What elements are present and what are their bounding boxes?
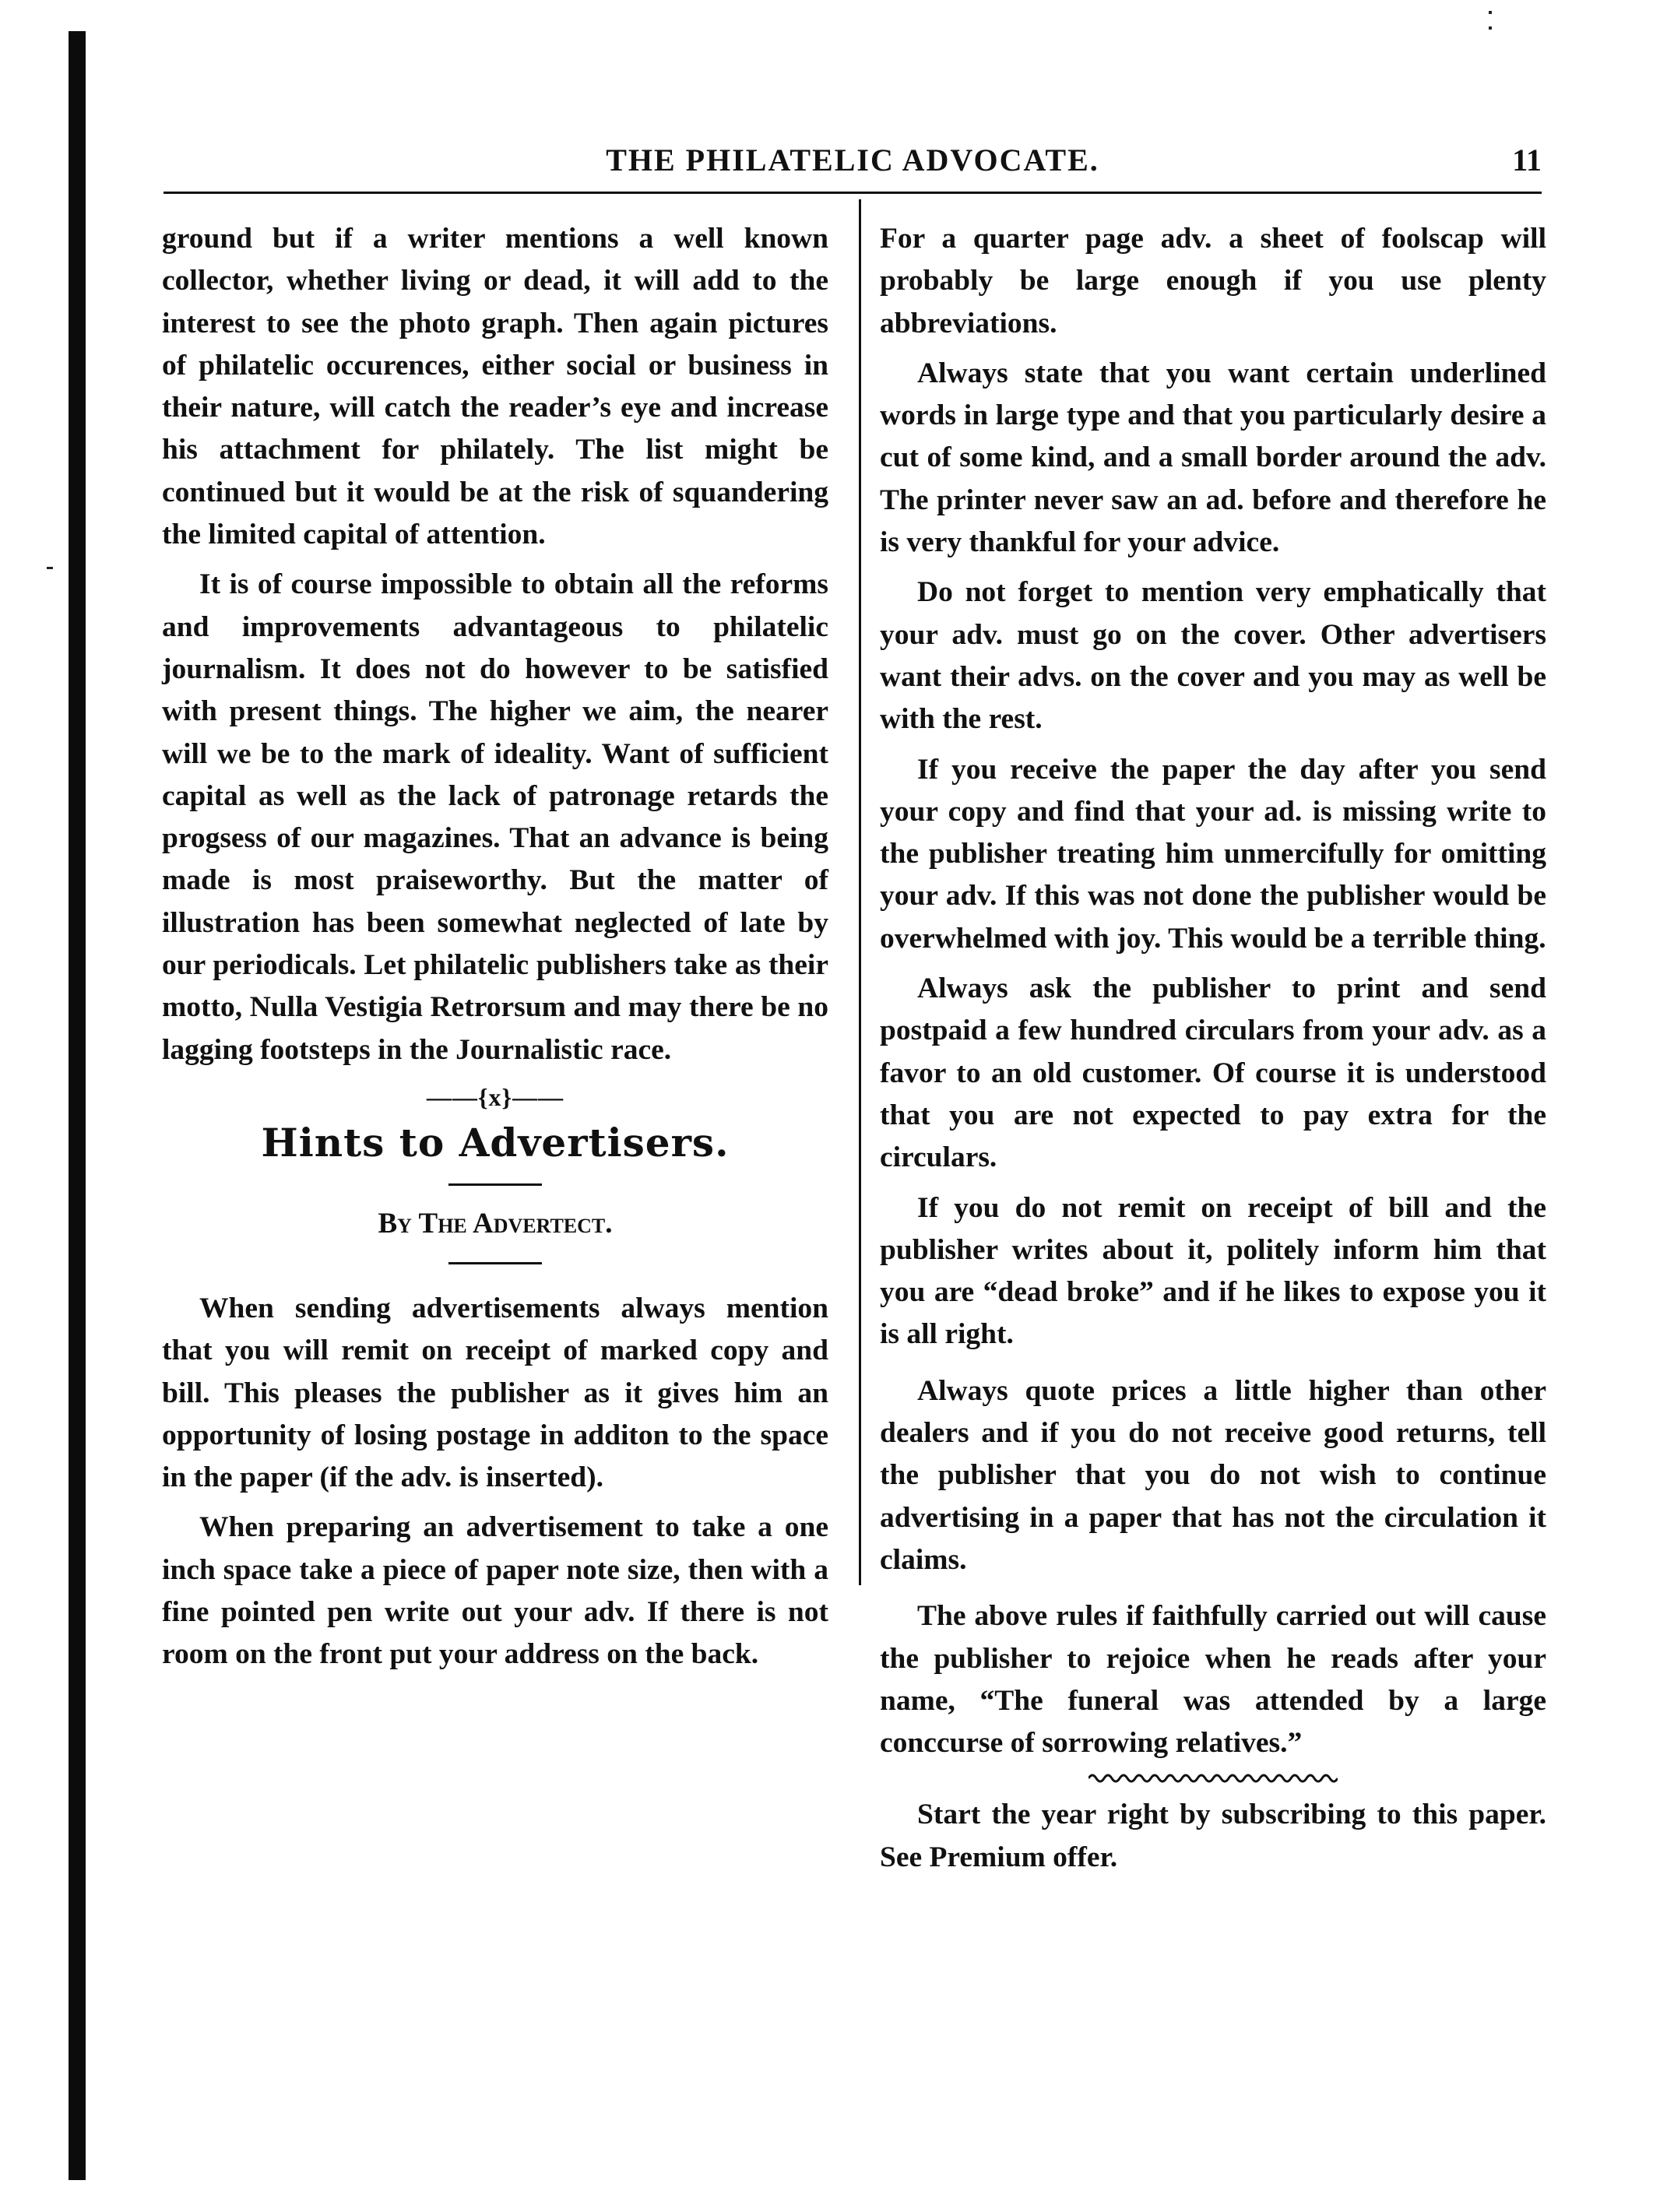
article-title: Hints to Advertisers. [261, 1119, 730, 1166]
paragraph: When preparing an advertisement to take a one inch space take a piece of paper note size, then with a fine pointed pen write out your adv. If there is not room on the front put your address on the back. [162, 1511, 828, 1671]
page-binding-edge [69, 31, 86, 2180]
title-rule [448, 1183, 542, 1186]
scan-speck [1489, 11, 1492, 14]
page-number: 11 [1512, 142, 1542, 178]
paragraph: ground but if a writer mentions a well known collector, whether living or dead, it will add to the interest to see the photo graph. Then again pictures of philatelic occurences, either social or business in their nature, will catch the reader’s eye and increase his attachment for philately. The list might be continued but it would be at the risk of squandering the limited capital of attention. [162, 223, 828, 551]
closing-notice: Start the year right by subscribing to this paper. See Premium offer. [880, 1799, 1546, 1873]
byline-rule [448, 1262, 542, 1264]
paragraph: Always quote prices a little higher than other dealers and if you do not receive good returns, tell the publisher that you do not wish to continue advertising in a paper that has not the circulation it claims. [880, 1374, 1546, 1576]
paragraph: Do not forget to mention very emphatically that your adv. must go on the cover. Other advertisers want their advs. on the cover and you may as well be with the rest. [880, 576, 1546, 736]
paragraph: The above rules if faithfully carried out will cause the publisher to rejoice when he reads after your name, “The funeral was attended by a large conccurse of sorrowing relatives.” [880, 1600, 1546, 1760]
scan-speck [1489, 26, 1492, 30]
article-byline: By The Advertect. [378, 1207, 613, 1240]
paragraph: For a quarter page adv. a sheet of foolscap will probably be large enough if you use plenty abbreviations. [880, 223, 1546, 339]
paragraph: If you do not remit on receipt of bill and the publisher writes about it, politely inform him that you are “dead broke” and if he likes to expose you it is all right. [880, 1191, 1546, 1351]
header-rule [164, 192, 1542, 194]
right-column [880, 218, 1546, 1879]
running-header [164, 139, 1542, 193]
paragraph: Always ask the publisher to print and send postpaid a few hundred circulars from your adv. as a favor to an old customer. Of course it is understood that you are not expected to pay extra for the circulars. [880, 972, 1546, 1174]
paragraph: It is of course impossible to obtain all the reforms and improvements advantageous to philatelic journalism. It does not do however to be satisfied with present things. The higher we aim, the nearer will we be to the mark of ideality. Want of sufficient capital as well as the lack of patronage retards the progsess of our magazines. That an advance is being made is most praiseworthy. But the matter of illustration has been somewhat neglected of late by our periodicals. Let philatelic publishers take as their motto, Nulla Vestigia Retrorsum and may there be no lagging footsteps in the Journalistic race. [162, 568, 828, 1066]
wavy-divider [1088, 1771, 1338, 1786]
column-divider [859, 199, 861, 1585]
section-ornament: ——{x}—— [426, 1082, 564, 1111]
scan-speck [47, 567, 53, 569]
paragraph: When sending advertisements always mention that you will remit on receipt of marked copy and bill. This pleases the publisher as it gives him an opportunity of losing postage in additon to the space in the paper (if the adv. is inserted). [162, 1292, 828, 1494]
paragraph: Always state that you want certain underlined words in large type and that you particularly desire a cut of some kind, and a small border around the adv. The printer never saw an ad. before and therefore he is very thankful for your advice. [880, 357, 1546, 559]
paragraph: If you receive the paper the day after you send your copy and find that your ad. is missing write to the publisher treating him unmercifully for omitting your adv. If this was not done the publisher would be overwhelmed with joy. This would be a terrible thing. [880, 753, 1546, 955]
journal-title: THE PHILATELIC ADVOCATE. [606, 142, 1099, 178]
left-column [162, 218, 828, 1676]
